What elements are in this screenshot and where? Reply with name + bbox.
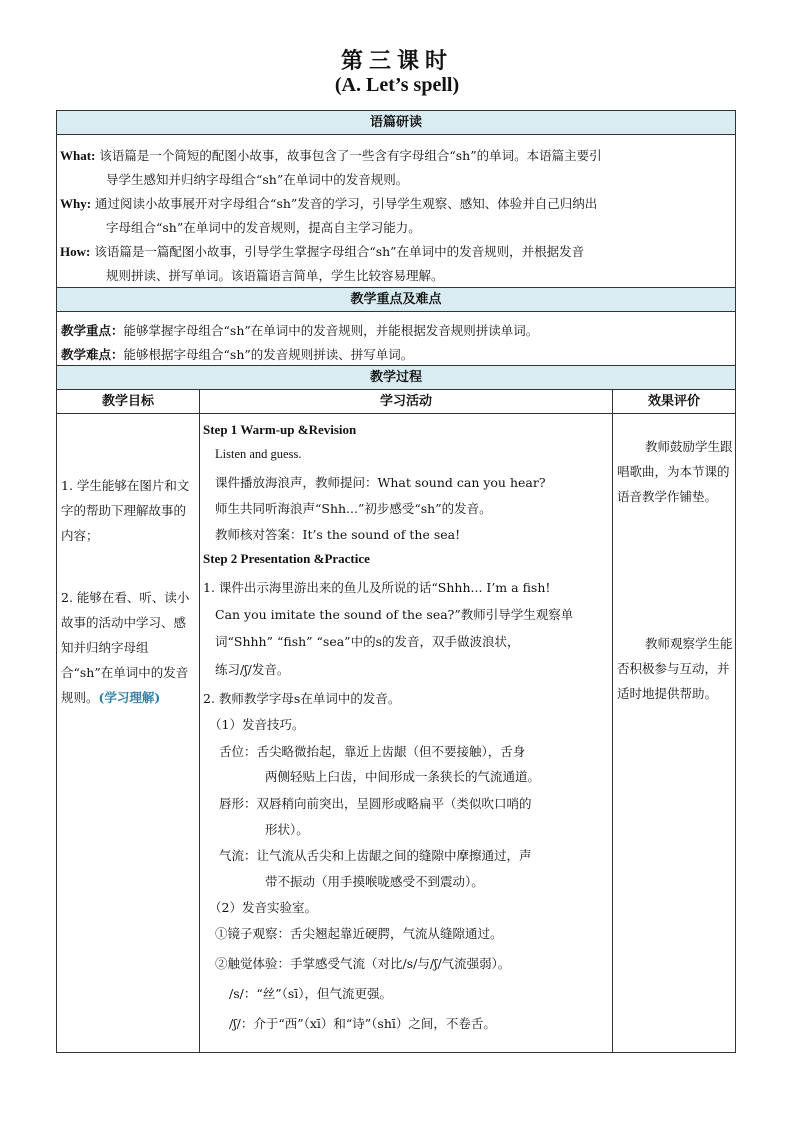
- column-evaluation: 效果评价: [647, 394, 700, 409]
- goal-1: 1. 学生能够在图片和文字的帮助下理解故事的内容；: [61, 478, 190, 543]
- goal-2: [61, 585, 195, 710]
- difficulty-text: 能够根据字母组合“sh”的发音规则拼读、拼写单词。: [123, 347, 414, 362]
- activity-line: 舌位：舌尖略微抬起，靠近上齿龈（但不要接触），舌身: [219, 744, 526, 759]
- goal-2-tag: (学习理解): [98, 690, 161, 705]
- activity-line: /s/：“丝”（sī），但气流更强。: [229, 986, 393, 1001]
- column-divider: [199, 390, 200, 1052]
- how-text-1: 该语篇是一篇配图小故事，引导学生掌握字母组合“sh”在单词中的发音规则，并根据发音: [94, 244, 585, 259]
- activity-line: ①镜子观察：舌尖翘起靠近硬腭，气流从缝隙通过。: [215, 926, 503, 941]
- difficulty-label: 教学难点：: [61, 347, 124, 362]
- column-divider: [612, 390, 613, 1052]
- activity-line: 练习/ʃ/发音。: [215, 662, 290, 677]
- activity-line: 课件播放海浪声，教师提问：What sound can you hear?: [215, 475, 546, 490]
- activity-line: Listen and guess.: [215, 447, 302, 461]
- activity-line: （2）发音实验室。: [209, 900, 317, 915]
- divider: [57, 413, 735, 414]
- what-row: [60, 146, 602, 164]
- activity-line: 带不振动（用手摸喉咙感受不到震动）。: [265, 874, 484, 889]
- column-activity: 学习活动: [379, 394, 432, 409]
- how-text-2: 规则拼读、拼写单词。该语篇语言简单，学生比较容易理解。: [106, 268, 444, 283]
- activity-line: Can you imitate the sound of the sea?”教师引导学生观察单: [215, 607, 574, 622]
- section-key-points: 教学重点及难点: [57, 288, 735, 312]
- why-text-2: 字母组合“sh”在单词中的发音规则，提高自主学习能力。: [106, 220, 421, 235]
- section-process: 教学过程: [57, 366, 735, 390]
- activity-line: 2. 教师教学字母s在单词中的发音。: [203, 691, 401, 706]
- focus-text: 能够掌握字母组合“sh”在单词中的发音规则，并能根据发音规则拼读单词。: [123, 323, 539, 338]
- activity-line: 师生共同听海浪声“Shh...”初步感受“sh”的发音。: [215, 501, 492, 516]
- activity-line: （1）发音技巧。: [209, 717, 305, 732]
- page-subtitle: (A. Let’s spell): [334, 74, 460, 96]
- what-text-1: 该语篇是一个简短的配图小故事，故事包含了一些含有字母组合“sh”的单词。本语篇主要引: [99, 148, 602, 163]
- difficulty-row: [61, 345, 413, 363]
- why-text-1: 通过阅读小故事展开对字母组合“sh”发音的学习，引导学生观察、感知、体验并自己归纳出: [95, 196, 598, 211]
- activity-line: 词“Shhh” “fish” “sea”中的s的发音，双手做波浪状，: [215, 634, 520, 649]
- lesson-table: [56, 110, 736, 1053]
- activity-line: 形状）。: [265, 822, 309, 837]
- what-text-2: 导学生感知并归纳字母组合“sh”在单词中的发音规则。: [106, 172, 409, 187]
- section-text-study: 语篇研读: [57, 111, 735, 135]
- step-2-heading: Step 2 Presentation &Practice: [203, 551, 370, 566]
- how-label: How:: [60, 244, 91, 259]
- activity-line: ②触觉体验：手掌感受气流（对比/s/与/ʃ/气流强弱）。: [215, 956, 511, 971]
- activity-line: 教师核对答案：It’s the sound of the sea!: [215, 527, 461, 542]
- focus-label: 教学重点：: [61, 323, 124, 338]
- activity-line: 1. 课件出示海里游出来的鱼儿及所说的话“Shhh... I’m a fish!: [203, 580, 551, 595]
- activity-line: 唇形：双唇稍向前突出，呈圆形或略扁平（类似吹口哨的: [219, 796, 532, 811]
- activity-line: /ʃ/：介于“西”（xī）和“诗”（shī）之间，不卷舌。: [229, 1016, 496, 1031]
- activity-line: 两侧轻贴上臼齿，中间形成一条狭长的气流通道。: [265, 769, 541, 784]
- how-row: [60, 242, 584, 260]
- step-1-heading: Step 1 Warm-up &Revision: [203, 422, 357, 437]
- why-row: [60, 194, 597, 212]
- evaluation-1: 教师鼓励学生跟唱歌曲，为本节课的语音教学作铺垫。: [617, 439, 733, 504]
- goal-2-text: 2. 能够在看、听、读小故事的活动中学习、感知并归纳字母组合“sh”在单词中的发音规则。: [61, 590, 190, 705]
- evaluation-2: 教师观察学生能否积极参与互动，并适时地提供帮助。: [617, 636, 733, 701]
- what-label: What:: [60, 148, 96, 163]
- page-title: 第三课时: [340, 48, 453, 74]
- focus-row: [61, 321, 538, 339]
- why-label: Why:: [60, 196, 92, 211]
- activity-line: 气流：让气流从舌尖和上齿龈之间的缝隙中摩擦通过，声: [219, 848, 532, 863]
- column-goal: 教学目标: [101, 394, 154, 409]
